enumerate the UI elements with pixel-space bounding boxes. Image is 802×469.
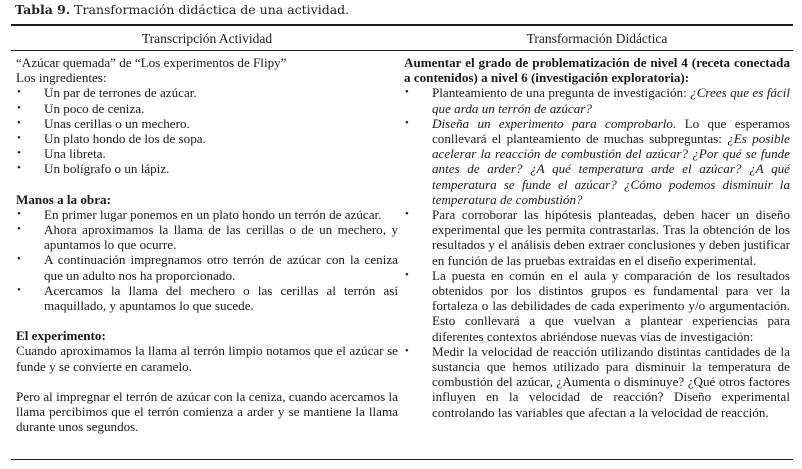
transformation-intro: Aumentar el grado de problematización de nivel 4 (receta conectada a contenidos) a nivel 6 (investigación exploratoria): (404, 55, 790, 86)
list-item: • Un bolígrafo o un lápiz. (17, 161, 170, 177)
bullet-icon: • (17, 101, 21, 114)
bullet-icon: • (17, 223, 21, 236)
list-item: • Para corroborar las hipótesis planteadas, deben hacer un diseño experimental que les permita contrastarlas. Tras la obtención de los resultados y el análisis deben extraer conclusiones y deben justificar en función de las pruebas extraídas en el diseño experimental. (405, 207, 790, 268)
list-item: • Unas cerillas o un mechero. (17, 115, 190, 131)
ingredients-heading: Los ingredientes: (16, 70, 107, 86)
transcripcion-column (16, 55, 398, 434)
column-header-transcripcion: Transcripción Actividad (141, 31, 273, 46)
table-caption (15, 2, 349, 17)
steps-list (16, 207, 398, 313)
bullet-icon: • (405, 208, 409, 221)
bullet-icon: • (17, 116, 21, 129)
bullet-icon: • (17, 283, 21, 296)
bullet-icon: • (405, 116, 409, 129)
column-header-transformacion: Transformación Didáctica (526, 31, 668, 46)
table-bottom-rule (11, 459, 793, 460)
table-caption-label: Tabla 9. (15, 2, 71, 17)
bullet-icon: • (17, 132, 21, 145)
bullet-icon: • (405, 268, 409, 281)
experiment-paragraph-2: Pero al impregnar el terrón de azúcar con la ceniza, cuando acercamos la llama percibimos que el terrón comienza a arder y se mantiene la llama durante unos segundos. (16, 388, 398, 435)
ingredients-list (16, 85, 398, 176)
bullet-icon: • (17, 162, 21, 175)
list-item: • Una libreta. (17, 146, 106, 162)
steps-heading: Manos a la obra: (16, 191, 111, 207)
bullet-icon: • (405, 344, 409, 357)
bullet-icon: • (17, 207, 21, 220)
bullet-icon: • (17, 253, 21, 266)
list-item: • Acercamos la llama del mechero o las cerillas al terrón así maquillado, y apuntamos lo que sucede. (17, 282, 398, 314)
experiment-paragraph-1: Cuando aproximamos la llama al terrón limpio notamos que el azúcar se funde y se convierte en caramelo. (16, 343, 398, 374)
table-caption-text: Transformación didáctica de una actividad. (70, 2, 350, 17)
bullet-icon: • (17, 147, 21, 160)
list-item: • Diseña un experimento para comprobarlo. Lo que esperamos conllevará el planteamiento de muchas subpreguntas: ¿Es posible acelerar la reacción de combustión del azúcar? ¿Por qué se funde antes de arder? ¿A qué temperatura arde el azúcar? ¿A qué temperatura se funde el azúcar? ¿Cómo podemos disminuir la temperatura de combustión? (405, 115, 790, 207)
list-item: • Un poco de ceniza. (17, 100, 145, 116)
table-top-rule (11, 24, 793, 26)
list-item: • Un plato hondo de los de sopa. (17, 131, 206, 147)
transformacion-column (404, 55, 790, 420)
list-item: • Un par de terrones de azúcar. (17, 85, 197, 101)
bullet-icon: • (17, 86, 21, 99)
list-item: • La puesta en común en el aula y comparación de los resultados obtenidos por los distintos grupos es fundamental para ver la fortaleza o las debilidades de cada experimento y/o argumentación. Esto conllevará a que vuelvan a plantear experiencias para diferentes contextos abriéndose nuevas vías de investigación: (405, 267, 790, 344)
table-header-rule (11, 50, 793, 51)
activity-title: “Azúcar quemada” de “Los experimentos de Flipy” (16, 55, 287, 70)
bullet-icon: • (405, 86, 409, 99)
list-item: • Medir la velocidad de reacción utilizando distintas cantidades de la sustancia que hemos utilizado para disminuir la temperatura de combustión del azúcar, ¿Aumenta o disminuye? ¿Qué otros factores influyen en la velocidad de reacción? Diseño experimental controlando las variables que afectan a la velocidad de reacción. (405, 343, 790, 420)
transformation-list (404, 85, 790, 419)
list-item: • En primer lugar ponemos en un plato hondo un terrón de azúcar. (17, 206, 382, 222)
list-item: • Ahora aproximamos la llama de las cerillas o de un mechero, y apuntamos lo que ocurre. (17, 222, 398, 253)
list-item: • Planteamiento de una pregunta de investigación: ¿Crees que es fácil que arda un terrón de azúcar? (405, 85, 791, 116)
list-item: • A continuación impregnamos otro terrón de azúcar con la ceniza que un adulto nos ha proporcionado. (17, 252, 398, 283)
experiment-heading: El experimento: (16, 328, 106, 344)
